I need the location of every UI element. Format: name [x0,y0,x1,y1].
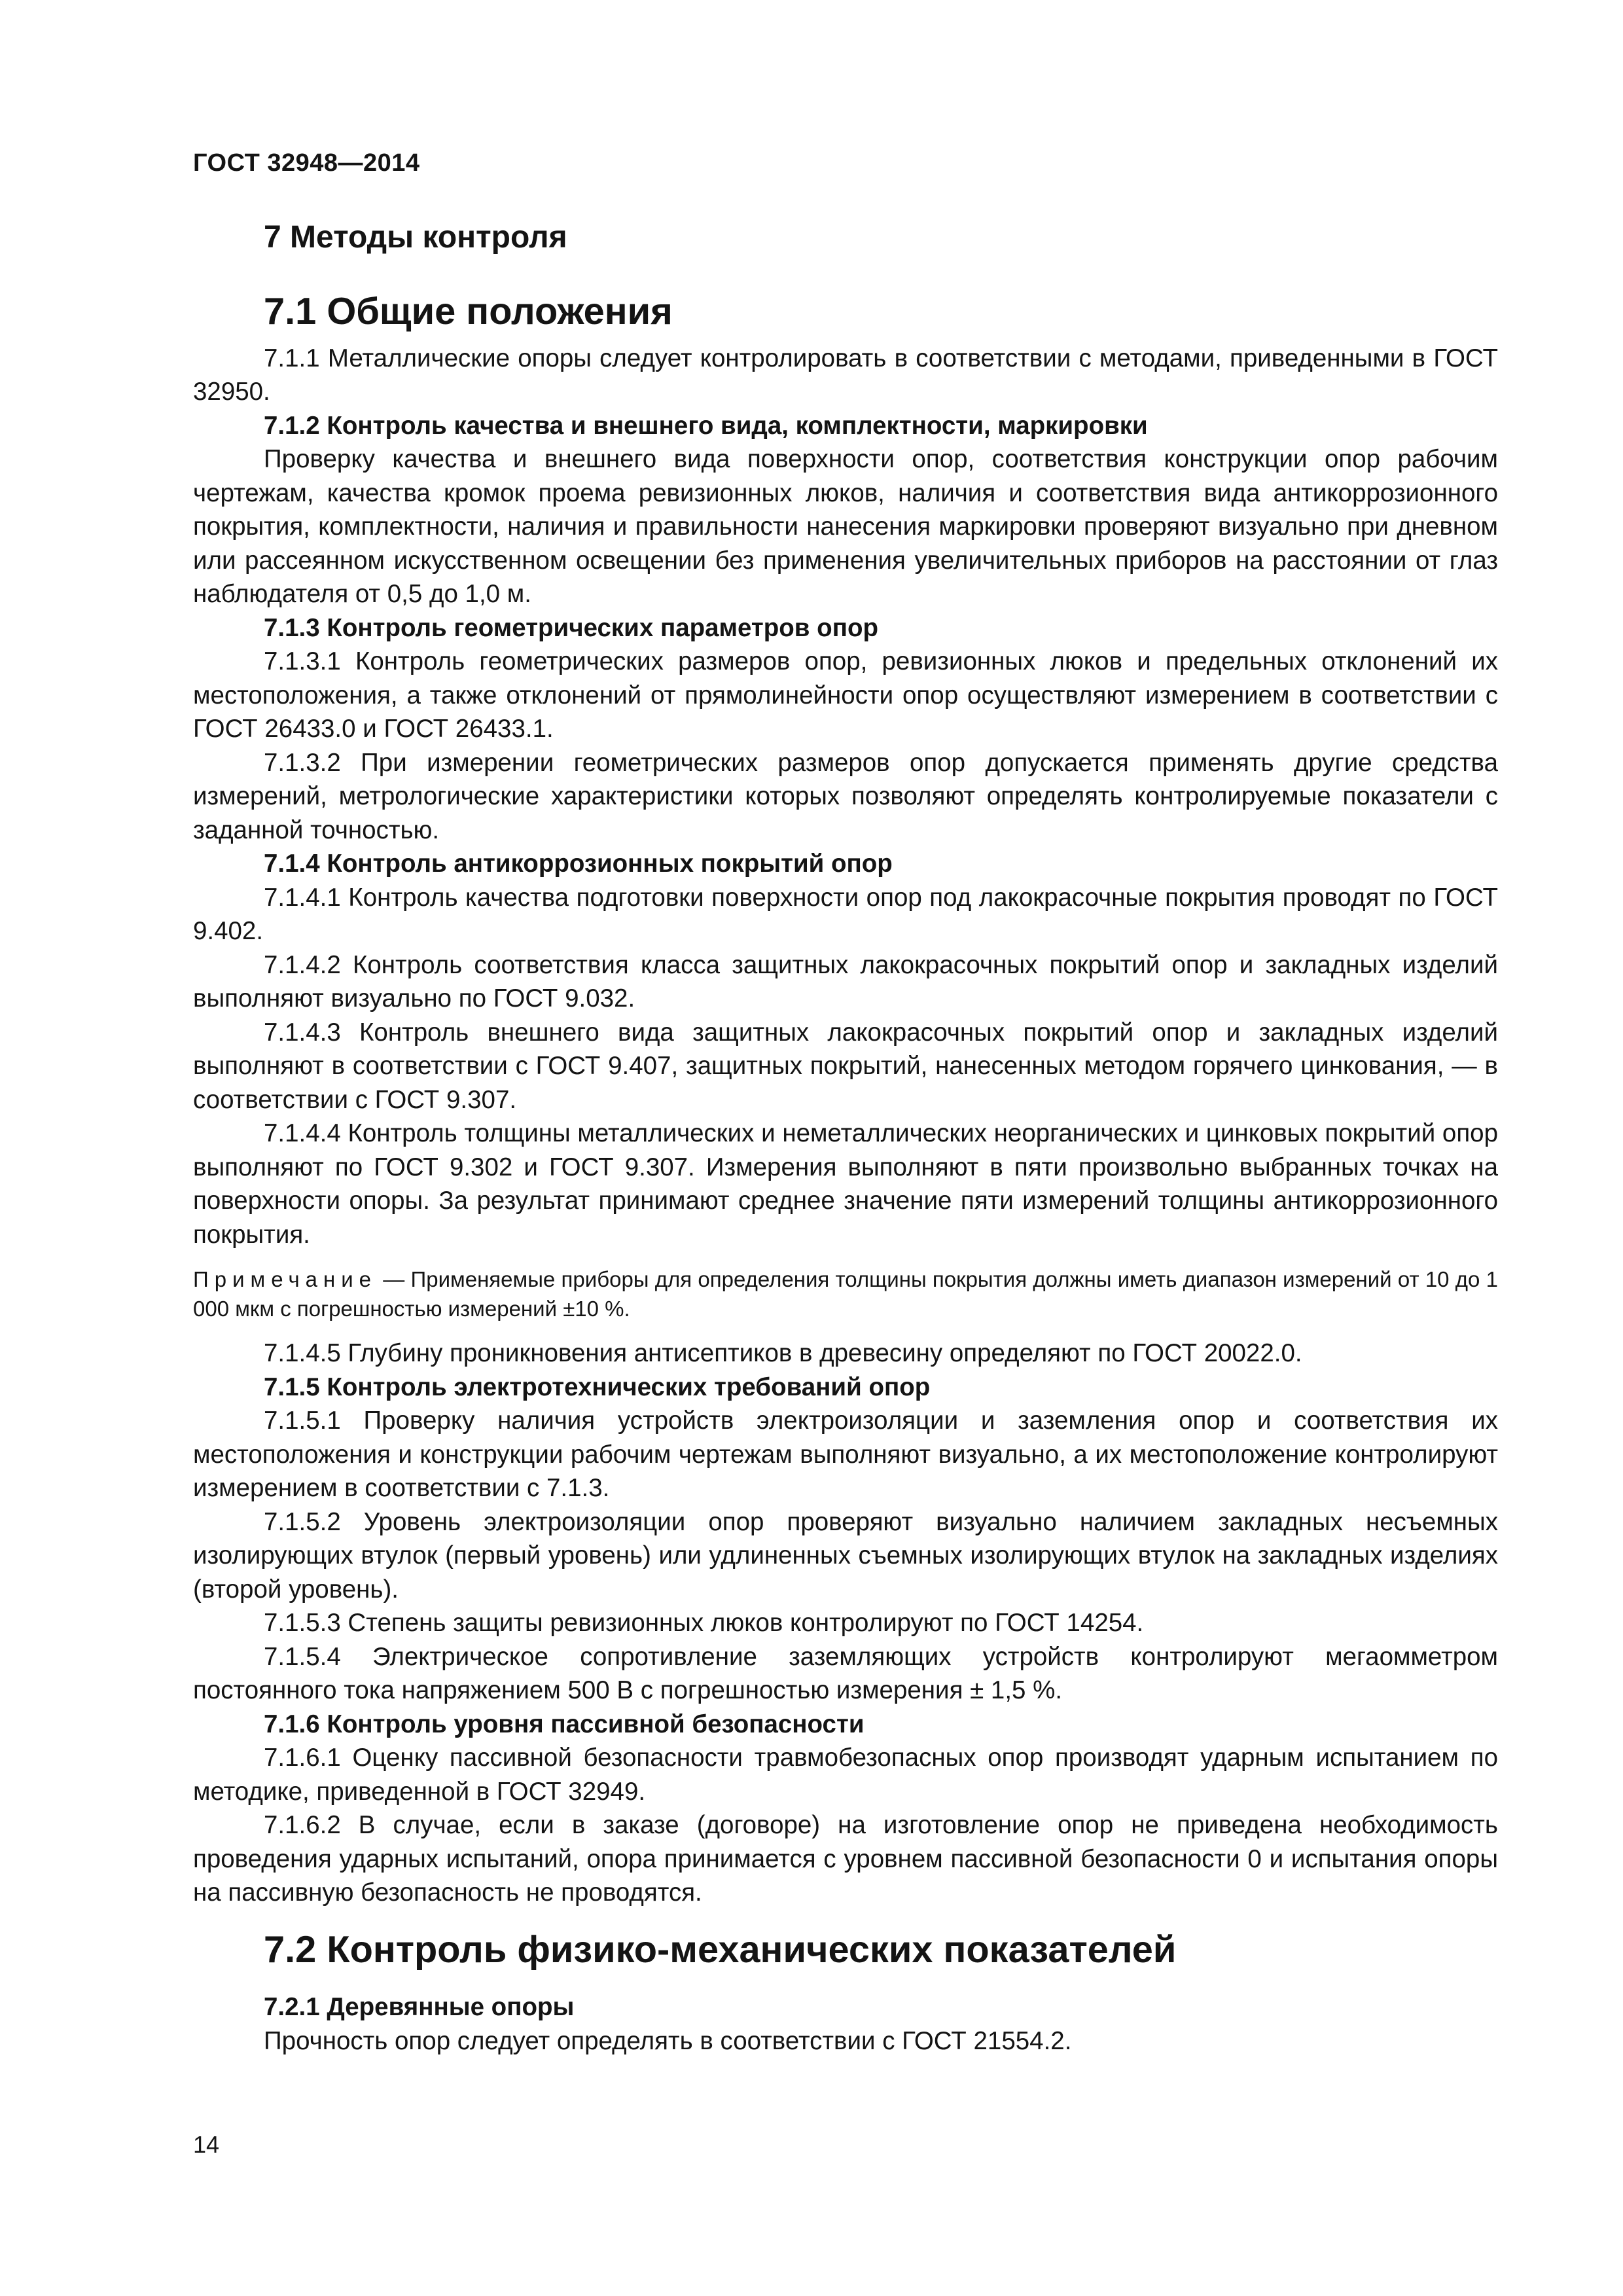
section-title: 7 Методы контроля [264,220,567,255]
paragraph-7-1-3-1: 7.1.3.1 Контроль геометрических размеров опор, ревизионных люков и предельных отклонений их местоположения, а также отклонений от прямолинейности опор осуществляют измерением в соответствии с ГОСТ 26433.0 и ГОСТ 26433.1. [193,647,1498,743]
document-code: ГОСТ 32948—2014 [193,149,420,177]
page-content [193,218,1498,2058]
paragraph-7-1-4-4: 7.1.4.4 Контроль толщины металлических и неметаллических неорганических и цинковых покрытий опор выполняют по ГОСТ 9.302 и ГОСТ 9.307. Измерения выполняют в пяти произвольно выбранных точках на поверхности опоры. За результат принимают среднее значение пяти измерений толщины антикоррозионного покрытия. [193,1119,1498,1249]
heading-7-1-2: 7.1.2 Контроль качества и внешнего вида, комплектности, маркировки [264,411,1148,440]
heading-7-1-4: 7.1.4 Контроль антикоррозионных покрытий опор [264,850,893,878]
paragraph-7-1-5-3: 7.1.5.3 Степень защиты ревизионных люков контролируют по ГОСТ 14254. [264,1609,1144,1637]
paragraph-7-1-5-2: 7.1.5.2 Уровень электроизоляции опор проверяют визуально наличием закладных несъемных изолирующих втулок (первый уровень) или удлиненных съемных изолирующих втулок на закладных изделиях (второй уровень). [193,1507,1498,1604]
heading-7-1-5: 7.1.5 Контроль электротехнических требований опор [264,1372,931,1401]
paragraph-7-1-1: 7.1.1 Металлические опоры следует контролировать в соответствии с методами, приведенными в ГОСТ 32950. [193,344,1498,406]
note-label: Примечание [193,1267,378,1291]
note-text: — Применяемые приборы для определения толщины покрытия должны иметь диапазон измерений от 10 до 1 000 мкм с погрешностью измерений ±10 %. [193,1267,1498,1321]
paragraph-7-1-3-2: 7.1.3.2 При измерении геометрических размеров опор допускается применять другие средства измерений, метрологические характеристики которых позволяют определять контролируемые показатели с заданной точностью. [193,748,1498,844]
heading-7-1-6: 7.1.6 Контроль уровня пассивной безопасности [264,1710,865,1738]
subsection-title-7-1: 7.1 Общие положения [264,291,673,332]
paragraph-7-1-4-2: 7.1.4.2 Контроль соответствия класса защитных лакокрасочных покрытий опор и закладных изделий выполняют визуально по ГОСТ 9.032. [193,950,1498,1013]
paragraph-7-1-4-3: 7.1.4.3 Контроль внешнего вида защитных лакокрасочных покрытий опор и закладных изделий выполняют в соответствии с ГОСТ 9.407, защитных покрытий, нанесенных методом горячего цинкования, — в соответствии с ГОСТ 9.307. [193,1018,1498,1114]
page-number: 14 [193,2131,220,2158]
paragraph-7-1-5-4: 7.1.5.4 Электрическое сопротивление заземляющих устройств контролируют мегаомметром постоянного тока напряжением 500 В с погрешностью измерения ± 1,5 %. [193,1642,1498,1704]
paragraph-7-1-6-2: 7.1.6.2 В случае, если в заказе (договоре) на изготовление опор не приведена необходимость проведения ударных испытаний, опора принимается с уровнем пассивной безопасности 0 и испытания опоры на пассивную безопасность не проводятся. [193,1811,1498,1907]
paragraph-7-1-5-1: 7.1.5.1 Проверку наличия устройств электроизоляции и заземления опор и соответствия их местоположения и конструкции рабочим чертежам выполняют визуально, а их местоположение контролируют измерением в соответствии с 7.1.3. [193,1407,1498,1502]
paragraph-7-1-2: Проверку качества и внешнего вида поверхности опор, соответствия конструкции опор рабочим чертежам, качества кромок проема ревизионных люков, наличия и соответствия вида антикоррозионного покрытия, комплектности, наличия и правильности нанесения маркировки проверяют визуально при дневном или рассеянном искусственном освещении без применения увеличительных приборов на расстоянии от глаз наблюдателя от 0,5 до 1,0 м. [193,445,1498,608]
paragraph-7-1-6-1: 7.1.6.1 Оценку пассивной безопасности травмобезопасных опор производят ударным испытанием по методике, приведенной в ГОСТ 32949. [193,1744,1498,1806]
paragraph-7-1-4-5: 7.1.4.5 Глубину проникновения антисептиков в древесину определяют по ГОСТ 20022.0. [264,1339,1302,1367]
heading-7-2-1: 7.2.1 Деревянные опоры [264,1993,575,2021]
paragraph-7-1-4-1: 7.1.4.1 Контроль качества подготовки поверхности опор под лакокрасочные покрытия проводят по ГОСТ 9.402. [193,883,1498,945]
heading-7-1-3: 7.1.3 Контроль геометрических параметров опор [264,613,878,642]
paragraph-7-2-1: Прочность опор следует определять в соответствии с ГОСТ 21554.2. [264,2026,1072,2055]
subsection-title-7-2: 7.2 Контроль физико-механических показателей [264,1928,1177,1971]
note [193,1265,1498,1323]
